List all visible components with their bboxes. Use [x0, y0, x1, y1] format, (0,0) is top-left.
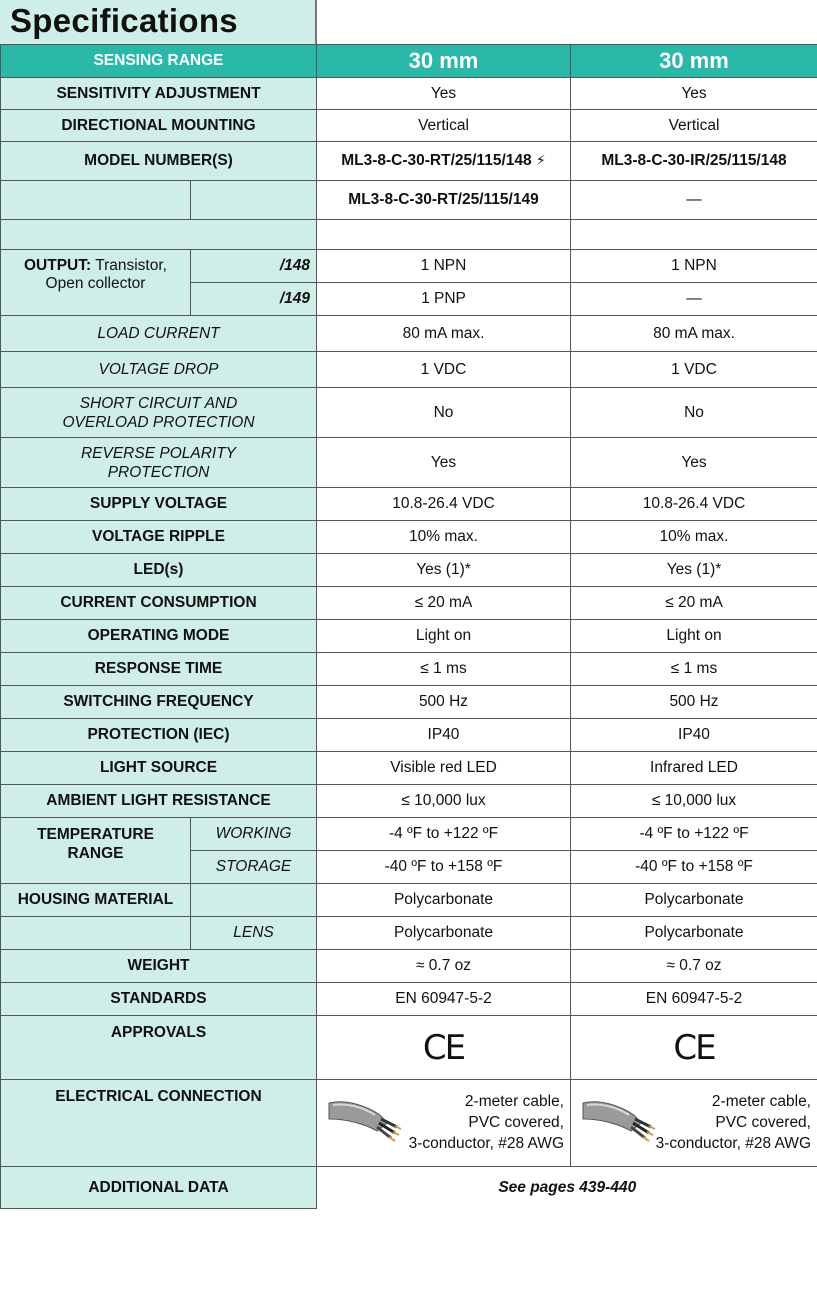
title-divider	[315, 0, 317, 44]
row-label: LIGHT SOURCE	[1, 752, 317, 785]
row-value	[571, 1016, 817, 1080]
model-number: ML3-8-C-30-RT/25/115/148	[341, 152, 532, 169]
table-row	[1, 316, 817, 352]
row-label: LOAD CURRENT	[1, 316, 317, 352]
row-label: DIRECTIONAL MOUNTING	[1, 110, 317, 142]
row-value: 1 VDC	[317, 352, 571, 388]
row-label: OPERATING MODE	[1, 620, 317, 653]
table-row	[1, 438, 817, 488]
row-label: AMBIENT LIGHT RESISTANCE	[1, 785, 317, 818]
table-row	[1, 488, 817, 521]
row-value	[317, 1016, 571, 1080]
sensing-range-col1: 30 mm	[317, 45, 571, 78]
table-row	[1, 1016, 817, 1080]
row-value: ≤ 10,000 lux	[317, 785, 571, 818]
row-value: Yes	[571, 78, 817, 110]
row-label: ELECTRICAL CONNECTION	[1, 1080, 317, 1167]
table-row	[1, 884, 817, 917]
title-bar	[0, 0, 315, 44]
cable-line: 3-conductor, #28 AWG	[655, 1135, 811, 1152]
row-value	[571, 1080, 817, 1167]
blank-cell	[571, 220, 817, 250]
row-value: ≤ 10,000 lux	[571, 785, 817, 818]
cable-description	[656, 1091, 811, 1154]
table-row	[1, 220, 817, 250]
table-row	[1, 917, 817, 950]
cable-line: 2-meter cable,	[711, 1093, 811, 1110]
row-value: EN 60947-5-2	[571, 983, 817, 1016]
cable-line: PVC covered,	[468, 1114, 564, 1131]
row-label: SUPPLY VOLTAGE	[1, 488, 317, 521]
row-value: 10% max.	[317, 521, 571, 554]
output-label-rest: Transistor,	[91, 257, 167, 274]
cable-icon	[579, 1093, 659, 1143]
row-value: —	[571, 181, 817, 220]
row-value: 500 Hz	[571, 686, 817, 719]
row-value: ML3-8-C-30-IR/25/115/148	[571, 142, 817, 181]
ce-mark-icon: CE	[673, 1027, 715, 1068]
cable-line: 3-conductor, #28 AWG	[408, 1135, 564, 1152]
row-value: No	[317, 388, 571, 438]
row-value: Polycarbonate	[571, 884, 817, 917]
blank-label	[1, 181, 191, 220]
row-value: -40 ºF to +158 ºF	[571, 851, 817, 884]
row-value: IP40	[317, 719, 571, 752]
row-value: No	[571, 388, 817, 438]
cable-block	[571, 1083, 817, 1163]
temperature-label	[1, 818, 191, 884]
specifications-table	[0, 44, 817, 1209]
blank-label	[1, 917, 191, 950]
table-row	[1, 950, 817, 983]
row-value: Infrared LED	[571, 752, 817, 785]
label-line: RANGE	[67, 845, 124, 862]
temp-working-label: WORKING	[191, 818, 317, 851]
row-value: Visible red LED	[317, 752, 571, 785]
row-value: Vertical	[571, 110, 817, 142]
row-label: SENSITIVITY ADJUSTMENT	[1, 78, 317, 110]
row-value: Yes	[317, 438, 571, 488]
row-label: VOLTAGE DROP	[1, 352, 317, 388]
table-row	[1, 1167, 817, 1209]
table-row	[1, 352, 817, 388]
row-value: ≤ 20 mA	[571, 587, 817, 620]
table-row	[1, 752, 817, 785]
table-row	[1, 250, 817, 283]
row-value	[317, 1080, 571, 1167]
table-row	[1, 110, 817, 142]
row-value: ≈ 0.7 oz	[317, 950, 571, 983]
row-label: ADDITIONAL DATA	[1, 1167, 317, 1209]
row-value: Polycarbonate	[317, 884, 571, 917]
output-label	[1, 250, 191, 316]
output-label-strong: OUTPUT:	[24, 257, 92, 274]
row-value: Yes	[317, 78, 571, 110]
blank-label	[191, 884, 317, 917]
table-row	[1, 686, 817, 719]
blank-label	[1, 220, 317, 250]
sensing-range-col2: 30 mm	[571, 45, 817, 78]
row-value: Vertical	[317, 110, 571, 142]
row-label: MODEL NUMBER(S)	[1, 142, 317, 181]
row-value: ML3-8-C-30-RT/25/115/149	[317, 181, 571, 220]
row-value: EN 60947-5-2	[317, 983, 571, 1016]
output-suffix-148: /148	[191, 250, 317, 283]
table-row	[1, 78, 817, 110]
row-label: HOUSING MATERIAL	[1, 884, 191, 917]
cable-description	[409, 1091, 564, 1154]
table-row	[1, 620, 817, 653]
see-pages-link[interactable]: See pages 439-440	[317, 1167, 817, 1209]
label-line: TEMPERATURE	[37, 826, 154, 843]
row-value: 500 Hz	[317, 686, 571, 719]
row-value: -4 ºF to +122 ºF	[317, 818, 571, 851]
ce-mark-icon: CE	[422, 1027, 465, 1068]
row-value: 1 NPN	[317, 250, 571, 283]
row-value: Yes (1)*	[317, 554, 571, 587]
row-value: 1 VDC	[571, 352, 817, 388]
table-row	[1, 181, 817, 220]
row-value: 80 mA max.	[571, 316, 817, 352]
row-label: LED(s)	[1, 554, 317, 587]
row-value: -40 ºF to +158 ºF	[317, 851, 571, 884]
temp-storage-label: STORAGE	[191, 851, 317, 884]
row-value: Polycarbonate	[571, 917, 817, 950]
output-label-line2: Open collector	[45, 275, 146, 292]
table-row	[1, 388, 817, 438]
row-label: CURRENT CONSUMPTION	[1, 587, 317, 620]
cable-line: 2-meter cable,	[464, 1093, 564, 1110]
row-label	[1, 388, 317, 438]
table-row	[1, 142, 817, 181]
row-value	[317, 142, 571, 181]
table-row	[1, 785, 817, 818]
row-value: 80 mA max.	[317, 316, 571, 352]
cable-block	[317, 1083, 570, 1163]
row-value: ≈ 0.7 oz	[571, 950, 817, 983]
lightning-icon: ⚡	[535, 153, 546, 169]
row-value: Polycarbonate	[317, 917, 571, 950]
row-label: RESPONSE TIME	[1, 653, 317, 686]
row-label: VOLTAGE RIPPLE	[1, 521, 317, 554]
row-value: 1 PNP	[317, 283, 571, 316]
lens-label: LENS	[191, 917, 317, 950]
blank-label	[191, 181, 317, 220]
row-value: Light on	[571, 620, 817, 653]
row-value: Yes (1)*	[571, 554, 817, 587]
blank-cell	[317, 220, 571, 250]
row-value: 10.8-26.4 VDC	[317, 488, 571, 521]
row-value: 10% max.	[571, 521, 817, 554]
table-header-row	[1, 45, 817, 78]
row-label: PROTECTION (IEC)	[1, 719, 317, 752]
table-row	[1, 719, 817, 752]
table-row	[1, 521, 817, 554]
row-value: IP40	[571, 719, 817, 752]
label-line: PROTECTION	[107, 463, 210, 481]
table-row	[1, 1080, 817, 1167]
sensing-range-label: SENSING RANGE	[1, 45, 317, 78]
row-label: WEIGHT	[1, 950, 317, 983]
label-line: OVERLOAD PROTECTION	[62, 413, 255, 431]
row-value: ≤ 20 mA	[317, 587, 571, 620]
row-value: Light on	[317, 620, 571, 653]
row-value: —	[571, 283, 817, 316]
cable-line: PVC covered,	[715, 1114, 811, 1131]
table-row	[1, 587, 817, 620]
output-suffix-149: /149	[191, 283, 317, 316]
cable-icon	[325, 1093, 405, 1143]
row-value: Yes	[571, 438, 817, 488]
row-value: 10.8-26.4 VDC	[571, 488, 817, 521]
table-row	[1, 818, 817, 851]
table-row	[1, 554, 817, 587]
row-value: 1 NPN	[571, 250, 817, 283]
row-label	[1, 438, 317, 488]
row-label: STANDARDS	[1, 983, 317, 1016]
row-value: ≤ 1 ms	[571, 653, 817, 686]
label-line: SHORT CIRCUIT AND	[79, 394, 238, 412]
table-row	[1, 983, 817, 1016]
row-value: -4 ºF to +122 ºF	[571, 818, 817, 851]
row-label: SWITCHING FREQUENCY	[1, 686, 317, 719]
row-label: APPROVALS	[1, 1016, 317, 1080]
row-value: ≤ 1 ms	[317, 653, 571, 686]
page-title: Specifications	[10, 2, 238, 39]
label-line: REVERSE POLARITY	[80, 444, 237, 462]
table-row	[1, 653, 817, 686]
